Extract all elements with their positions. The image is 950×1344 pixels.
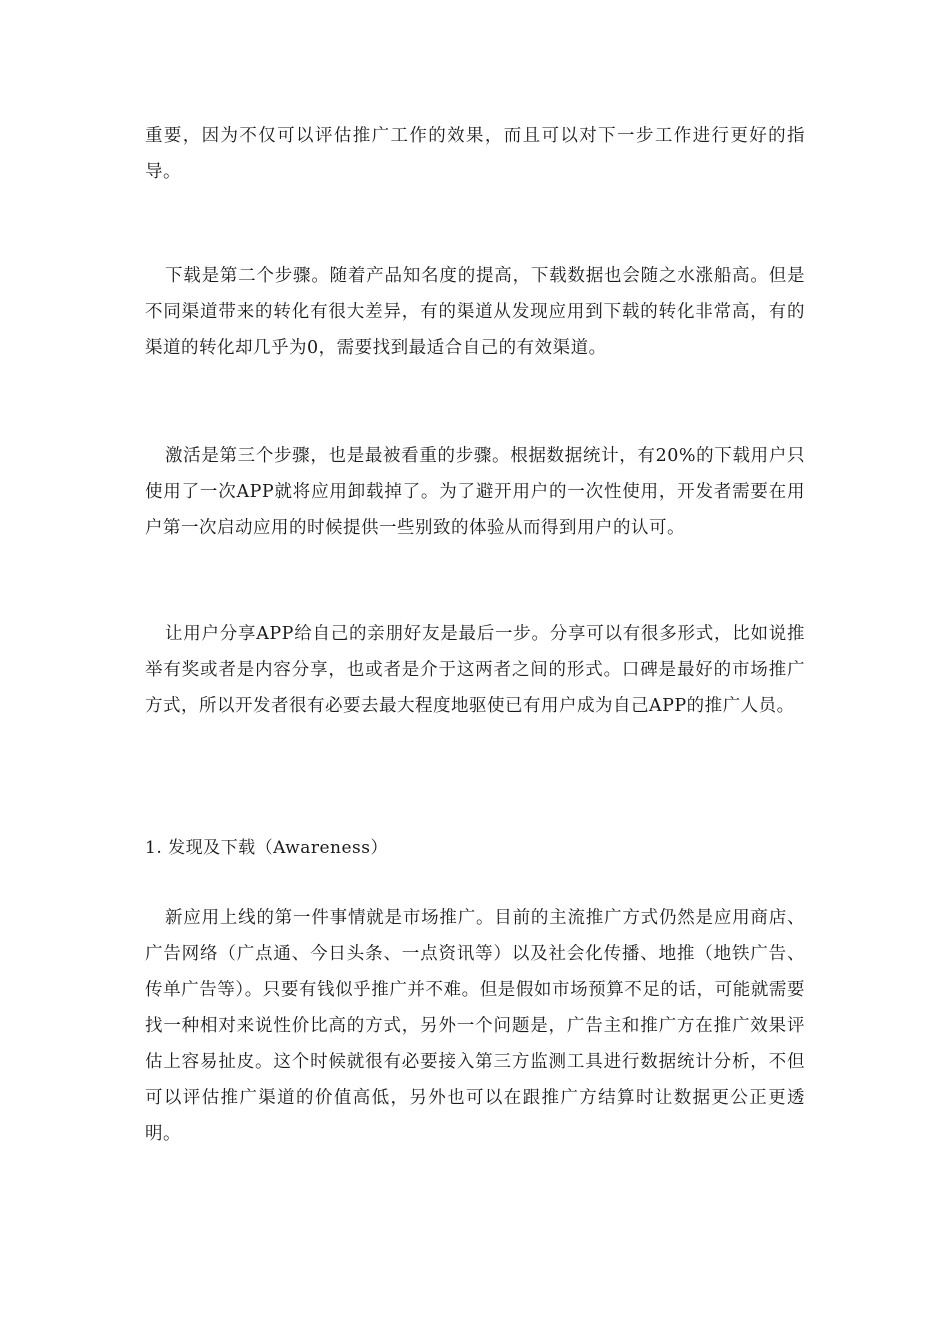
paragraph-awareness: 新应用上线的第一件事情就是市场推广。目前的主流推广方式仍然是应用商店、广告网络（广点通、今日头条、一点资讯等）以及社会化传播、地推（地铁广告、传单广告等）。只要有钱似乎推广并不难。但是假如市场预算不足的话，可能就需要找一种相对来说性价比高的方式，另外一个问题是，广告主和推广方在推广效果评估上容易扯皮。这个时候就很有必要接入第三方监测工具进行数据统计分析，不但可以评估推广渠道的价值高低，另外也可以在跟推广方结算时让数据更公正更透明。 [145,908,805,1144]
paragraph-activation-step: 激活是第三个步骤，也是最被看重的步骤。根据数据统计，有20%的下载用户只使用了一次APP就将应用卸载掉了。为了避开用户的一次性使用，开发者需要在用户第一次启动应用的时候提供一些别致的体验从而得到用户的认可。 [145,446,805,538]
paragraph-continuation: 重要，因为不仅可以评估推广工作的效果，而且可以对下一步工作进行更好的指导。 [145,126,805,182]
section-heading: 1. 发现及下载（Awareness） [145,838,388,858]
paragraph-download-step: 下载是第二个步骤。随着产品知名度的提高，下载数据也会随之水涨船高。但是不同渠道带来的转化有很大差异，有的渠道从发现应用到下载的转化非常高，有的渠道的转化却几乎为0，需要找到最适合自己的有效渠道。 [145,266,805,358]
paragraph-sharing-step: 让用户分享APP给自己的亲朋好友是最后一步。分享可以有很多形式，比如说推举有奖或者是内容分享，也或者是介于这两者之间的形式。口碑是最好的市场推广方式，所以开发者很有必要去最大程度地驱使已有用户成为自己APP的推广人员。 [145,624,805,716]
